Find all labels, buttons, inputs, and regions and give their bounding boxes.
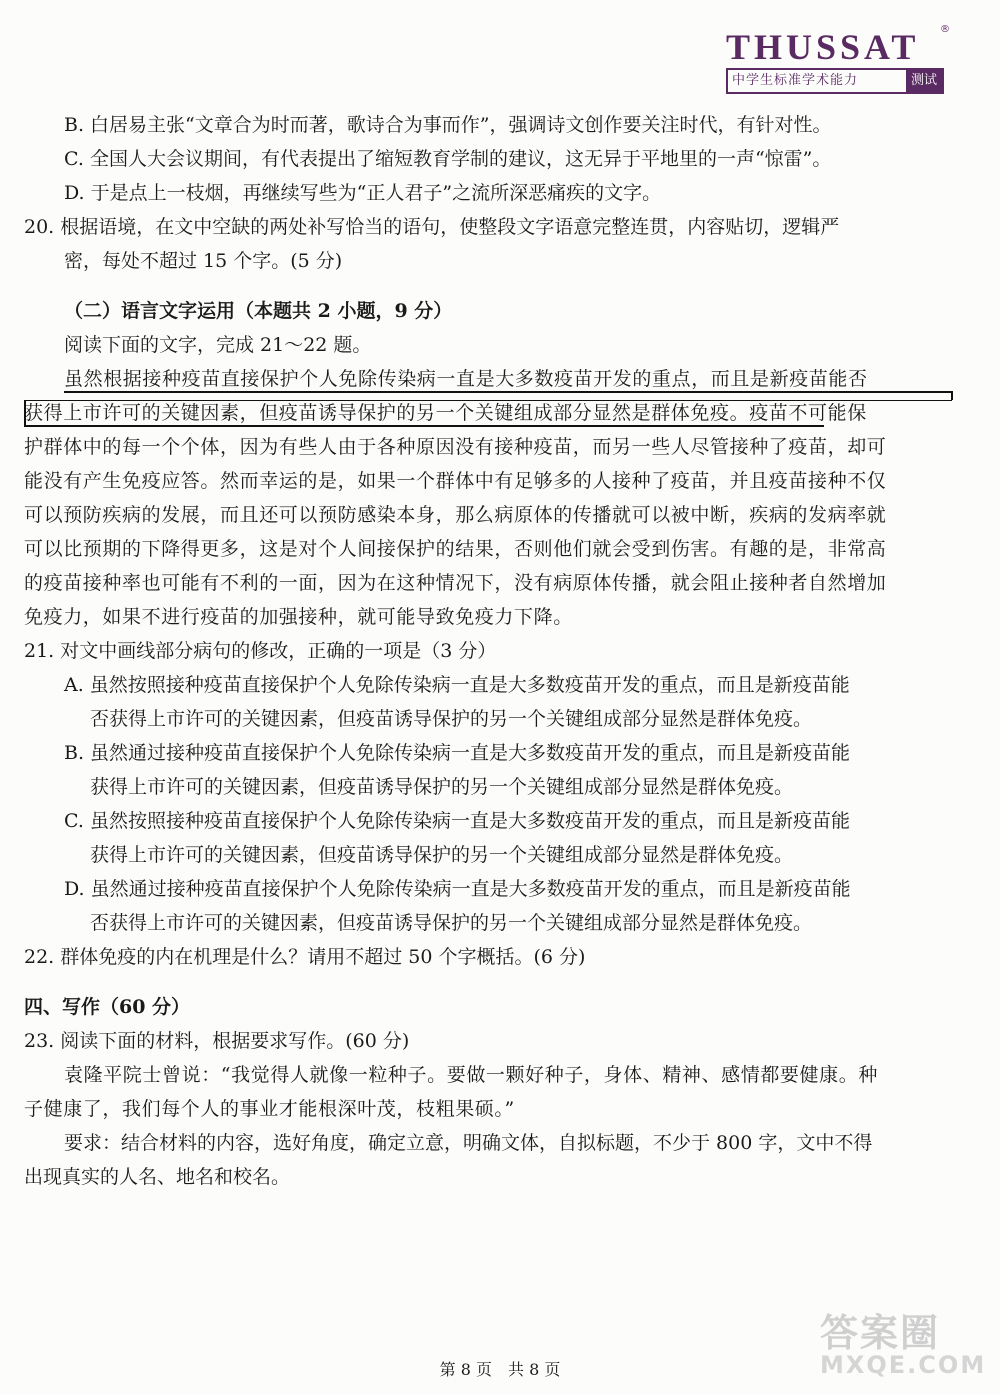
question-20-cont: 密，每处不超过 15 个字。(5 分): [64, 250, 343, 272]
option-19b: B. 白居易主张“文章合为时而著，歌诗合为事而作”，强调诗文创作要关注时代，有针对性。: [64, 114, 832, 136]
underline-bracket-left: [24, 400, 26, 425]
passage-line-2: 获得上市许可的关键因素，但疫苗诱导保护的另一个关键组成部分显然是群体免疫。疫苗不可能保: [24, 402, 867, 424]
passage-line-8: 免疫力，如果不进行疫苗的加强接种，就可能导致免疫力下降。: [24, 606, 573, 628]
option-21c-cont: 获得上市许可的关键因素，但疫苗诱导保护的另一个关键组成部分显然是群体免疫。: [90, 844, 794, 866]
option-21b-cont: 获得上市许可的关键因素，但疫苗诱导保护的另一个关键组成部分显然是群体免疫。: [90, 776, 794, 798]
underline-bracket-right: [951, 391, 953, 400]
page-footer: 第 8 页 共 8 页: [439, 1360, 561, 1379]
requirement-line-1: 要求：结合材料的内容，选好角度，确定立意，明确文体，自拟标题，不少于 800 字，文中不得: [64, 1132, 873, 1154]
question-21: 21. 对文中画线部分病句的修改，正确的一项是（3 分）: [24, 640, 497, 662]
passage-line-7: 的疫苗接种率也可能有不利的一面，因为在这种情况下，没有病原体传播，就会阻止接种者自然增加: [24, 572, 887, 594]
question-22: 22. 群体免疫的内在机理是什么？请用不超过 50 个字概括。(6 分): [24, 946, 586, 968]
passage-line-1: 虽然根据接种疫苗直接保护个人免除传染病一直是大多数疫苗开发的重点，而且是新疫苗能否: [64, 368, 868, 390]
underline-1: [64, 391, 952, 393]
underline-connector: [24, 400, 952, 401]
section-2-heading: （二）语言文字运用（本题共 2 小题，9 分）: [64, 300, 453, 322]
question-20: 20. 根据语境，在文中空缺的两处补写恰当的语句，使整段文字语意完整连贯，内容贴切，逻辑严: [24, 216, 840, 238]
reading-instruction: 阅读下面的文字，完成 21～22 题。: [64, 334, 372, 356]
thussat-logo: [726, 24, 950, 94]
logo-badge: 测试: [906, 70, 942, 92]
requirement-line-2: 出现真实的人名、地名和校名。: [24, 1166, 291, 1188]
option-19c: C. 全国人大会议期间，有代表提出了缩短教育学制的建议，这无异于平地里的一声“惊雷”。: [64, 148, 832, 170]
watermark-top: 答案圈: [820, 1311, 941, 1355]
passage-line-4: 能没有产生免疫应答。然而幸运的是，如果一个群体中有足够多的人接种了疫苗，并且疫苗接种不仅: [24, 470, 887, 492]
registered-mark: ®: [940, 24, 950, 35]
passage-line-5: 可以预防疾病的发展，而且还可以预防感染本身，那么病原体的传播就可以被中断，疾病的发病率就: [24, 504, 887, 526]
option-21d-cont: 否获得上市许可的关键因素，但疫苗诱导保护的另一个关键组成部分显然是群体免疫。: [90, 912, 813, 934]
underline-2: [24, 425, 824, 427]
passage-line-6: 可以比预期的下降得更多，这是对个人间接保护的结果，否则他们就会受到伤害。有趣的是，非常高: [24, 538, 887, 560]
logo-wordmark: THUSSAT: [726, 27, 920, 67]
option-21a: A. 虽然按照接种疫苗直接保护个人免除传染病一直是大多数疫苗开发的重点，而且是新疫苗能: [64, 674, 850, 696]
question-23: 23. 阅读下面的材料，根据要求写作。(60 分): [24, 1030, 410, 1052]
watermark-bottom: MXQE.COM: [820, 1351, 987, 1379]
option-19d: D. 于是点上一枝烟，再继续写些为“正人君子”之流所深恶痛疾的文字。: [64, 182, 662, 204]
option-21a-cont: 否获得上市许可的关键因素，但疫苗诱导保护的另一个关键组成部分显然是群体免疫。: [90, 708, 813, 730]
watermark: [820, 1302, 988, 1386]
material-line-1: 袁隆平院士曾说：“我觉得人就像一粒种子。要做一颗好种子，身体、精神、感情都要健康。种: [64, 1064, 878, 1086]
logo-subtitle-box: [726, 68, 944, 94]
option-21c: C. 虽然按照接种疫苗直接保护个人免除传染病一直是大多数疫苗开发的重点，而且是新疫苗能: [64, 810, 850, 832]
option-21b: B. 虽然通过接种疫苗直接保护个人免除传染病一直是大多数疫苗开发的重点，而且是新疫苗能: [64, 742, 851, 764]
section-4-heading: 四、写作（60 分）: [24, 996, 191, 1018]
option-21d: D. 虽然通过接种疫苗直接保护个人免除传染病一直是大多数疫苗开发的重点，而且是新疫苗能: [64, 878, 851, 900]
logo-subtitle: 中学生标准学术能力: [732, 73, 859, 88]
material-line-2: 子健康了，我们每个人的事业才能根深叶茂，枝粗果硕。”: [24, 1098, 515, 1120]
passage-line-3: 护群体中的每一个个体，因为有些人由于各种原因没有接种疫苗，而另一些人尽管接种了疫苗，却可: [24, 436, 887, 458]
